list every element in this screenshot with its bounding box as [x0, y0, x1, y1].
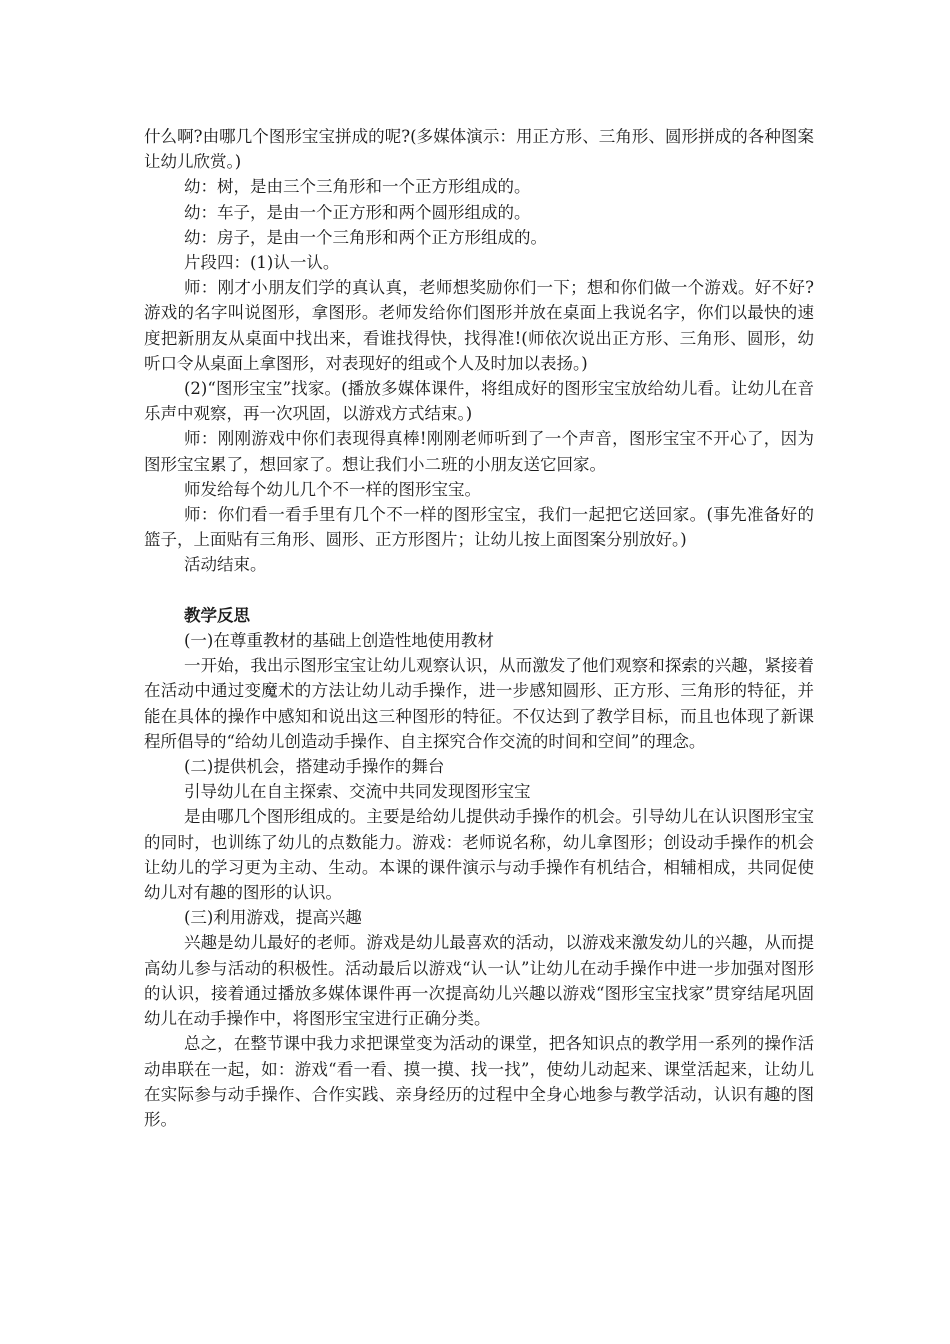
subheading: (一)在尊重教材的基础上创造性地使用教材: [184, 631, 494, 651]
document-body: [144, 124, 814, 1132]
paragraph: 总之，在整节课中我力求把课堂变为活动的课堂，把各知识点的教学用一系列的操作活动串联在一起，如：游戏“看一看、摸一摸、找一找”，使幼儿动起来、课堂活起来，让幼儿在实际参与动手操作、合作实践、亲身经历的过程中全身心地参与教学活动，认识有趣的图形。: [144, 1034, 814, 1129]
subheading: (三)利用游戏，提高兴趣: [184, 908, 362, 928]
dialogue-line: 幼：树，是由三个三角形和一个正方形组成的。: [184, 177, 531, 197]
segment-title: 片段四：(1)认一认。: [184, 253, 340, 273]
paragraph: 一开始，我出示图形宝宝让幼儿观察认识，从而激发了他们观察和探索的兴趣，紧接着在活动中通过变魔术的方法让幼儿动手操作，进一步感知圆形、正方形、三角形的特征，并能在具体的操作中感知和说出这三种图形的特征。不仅达到了教学目标，而且也体现了新课程所倡导的“给幼儿创造动手操作、自主探究合作交流的时间和空间”的理念。: [144, 656, 814, 751]
dialogue-line: 幼：车子，是由一个正方形和两个圆形组成的。: [184, 202, 531, 222]
paragraph: 师发给每个幼儿几个不一样的图形宝宝。: [184, 479, 481, 499]
paragraph: 是由哪几个图形组成的。主要是给幼儿提供动手操作的机会。引导幼儿在认识图形宝宝的同时，也训练了幼儿的点数能力。游戏：老师说名称，幼儿拿图形；创设动手操作的机会让幼儿的学习更为主动、生动。本课的课件演示与动手操作有机结合，相辅相成，共同促使幼儿对有趣的图形的认识。: [144, 807, 814, 903]
subheading: (二)提供机会，搭建动手操作的舞台: [184, 757, 445, 777]
paragraph: (2)“图形宝宝”找家。(播放多媒体课件，将组成好的图形宝宝放给幼儿看。让幼儿在音乐声中观察，再一次巩固，以游戏方式结束。): [144, 379, 814, 424]
paragraph: 师：刚才小朋友们学的真认真，老师想奖励你们一下；想和你们做一个游戏。好不好?游戏的名字叫说图形，拿图形。老师发给你们图形并放在桌面上我说名字，你们以最快的速度把新朋友从桌面中找出来，看谁找得快，找得准!(师依次说出正方形、三角形、圆形，幼听口令从桌面上拿图形，对表现好的组或个人及时加以表扬。): [144, 278, 814, 373]
paragraph-continuation: 什么啊?由哪几个图形宝宝拼成的呢?(多媒体演示：用正方形、三角形、圆形拼成的各种图案让幼儿欣赏。): [144, 127, 814, 172]
paragraph: 师：你们看一看手里有几个不一样的图形宝宝，我们一起把它送回家。(事先准备好的篮子，上面贴有三角形、圆形、正方形图片；让幼儿按上面图案分别放好。): [144, 505, 814, 550]
paragraph: 兴趣是幼儿最好的老师。游戏是幼儿最喜欢的活动，以游戏来激发幼儿的兴趣，从而提高幼儿参与活动的积极性。活动最后以游戏“认一认”让幼儿在动手操作中进一步加强对图形的认识，接着通过播放多媒体课件再一次提高幼儿兴趣以游戏“图形宝宝找家”贯穿结尾巩固幼儿在动手操作中，将图形宝宝进行正确分类。: [144, 933, 814, 1029]
paragraph: 师：刚刚游戏中你们表现得真棒!刚刚老师听到了一个声音，图形宝宝不开心了，因为图形宝宝累了，想回家了。想让我们小二班的小朋友送它回家。: [144, 429, 814, 474]
section-heading: 教学反思: [184, 605, 250, 625]
section-spacer: [144, 578, 814, 603]
dialogue-line: 幼：房子，是由一个三角形和两个正方形组成的。: [184, 227, 547, 247]
paragraph: 活动结束。: [184, 555, 267, 575]
paragraph: 引导幼儿在自主探索、交流中共同发现图形宝宝: [184, 782, 531, 802]
